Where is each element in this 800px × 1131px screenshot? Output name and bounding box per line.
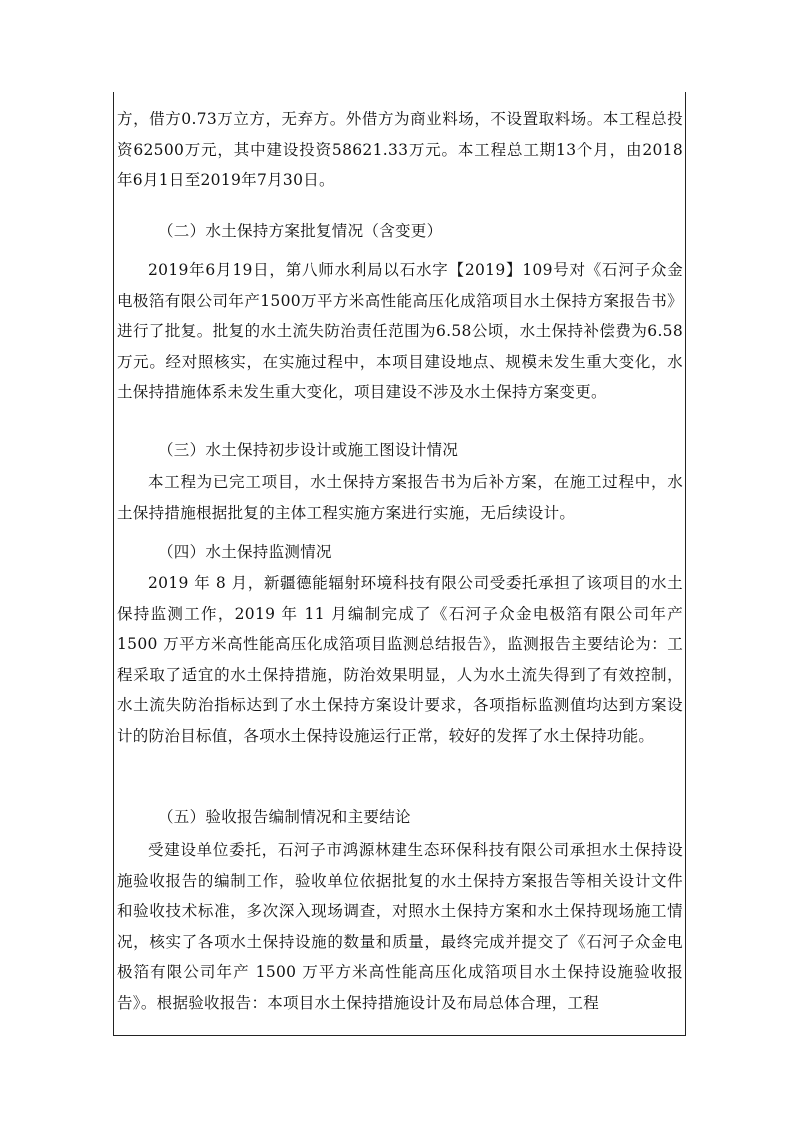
paragraph-project-overview: 方，借方0.73万立方，无弃方。外借方为商业料场，不设置取料场。本工程总投资62500万元，其中建设投资58621.33万元。本工程总工期13个月，由2018年6月1日至2019年7月30日。	[117, 110, 683, 189]
paragraph-plan-approval: 2019年6月19日，第八师水利局以石水字【2019】109号对《石河子众金电极箔有限公司年产1500万平方米高性能高压化成箔项目水土保持方案报告书》进行了批复。批复的水土流失防治责任范围为6.58公顷，水土保持补偿费为6.58万元。经对照核实，在实施过程中，本项目建设地点、规模未发生重大变化，水土保持措施体系未发生重大变化，项目建设不涉及水土保持方案变更。	[117, 261, 683, 401]
paragraph-preliminary-design: 本工程为已完工项目，水土保持方案报告书为后补方案，在施工过程中，水土保持措施根据批复的主体工程实施方案进行实施，无后续设计。	[117, 473, 683, 522]
section-heading-preliminary-design: （三）水土保持初步设计或施工图设计情况	[158, 441, 459, 459]
paragraph-monitoring: 2019 年 8 月，新疆德能辐射环境科技有限公司受委托承担了该项目的水土保持监测工作，2019 年 11 月编制完成了《石河子众金电极箔有限公司年产 1500 万平方米高性能高压化成箔项目监测总结报告》，监测报告主要结论为：工程采取了适宜的水土保持措施，防治效果明显，人为水土流失得到了有效控制，水土流失防治指标达到了水土保持方案设计要求，各项指标监测值均达到方案设计的防治目标值，各项水土保持设施运行正常，较好的发挥了水土保持功能。	[117, 574, 683, 745]
paragraph-acceptance-report: 受建设单位委托，石河子市鸿源林建生态环保科技有限公司承担水土保持设施验收报告的编制工作，验收单位依据批复的水土保持方案报告等相关设计文件和验收技术标准，多次深入现场调查，对照水土保持方案和水土保持现场施工情况，核实了各项水土保持设施的数量和质量，最终完成并提交了《石河子众金电极箔有限公司年产 1500 万平方米高性能高压化成箔项目水土保持设施验收报告》。根据验收报告：本项目水土保持措施设计及布局总体合理，工程	[117, 841, 683, 1012]
section-heading-plan-approval: （二）水土保持方案批复情况（含变更）	[158, 222, 443, 240]
section-heading-monitoring: （四）水土保持监测情况	[158, 543, 332, 561]
section-heading-acceptance-report: （五）验收报告编制情况和主要结论	[158, 808, 411, 826]
